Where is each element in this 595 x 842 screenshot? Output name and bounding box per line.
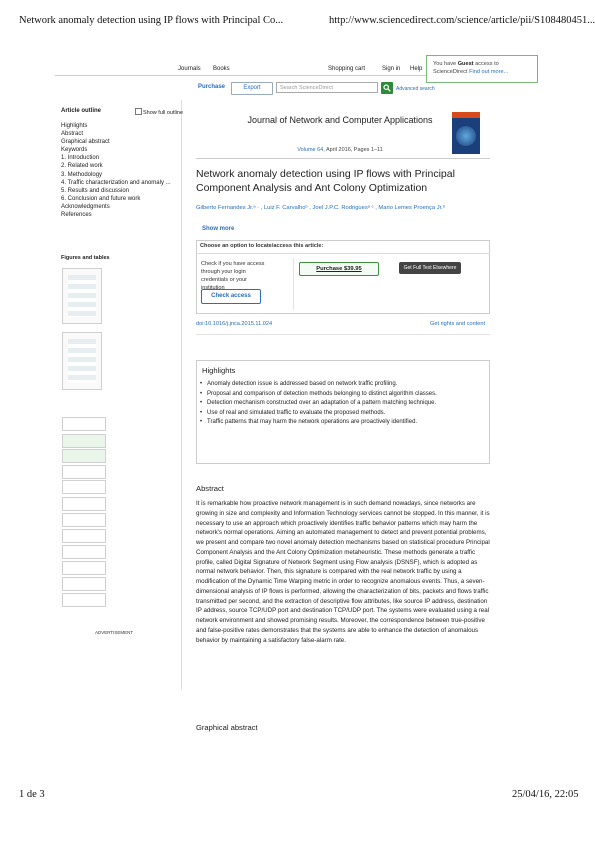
guest-suffix: access to <box>473 61 499 67</box>
print-page-url: http://www.sciencedirect.com/science/article/pii/S108480451... <box>329 15 595 26</box>
outline-item-related-work[interactable]: 2. Related work <box>61 163 103 170</box>
outline-item-introduction[interactable]: 1. Introduction <box>61 155 100 162</box>
highlight-item: • Use of real and simulated traffic to evaluate the proposed methods. <box>200 409 482 419</box>
outline-list <box>61 122 181 219</box>
advanced-search-link[interactable]: Advanced search <box>396 86 435 92</box>
print-page-title: Network anomaly detection using IP flows with Principal Co... <box>19 15 284 26</box>
outline-item-highlights[interactable]: Highlights <box>61 123 88 129</box>
highlight-item: • Detection mechanism constructed over an adaptation of a pattern matching technique. <box>200 399 482 409</box>
divider <box>196 334 490 335</box>
guest-label: Guest <box>457 61 474 67</box>
nav-shopping-cart[interactable]: Shopping cart <box>328 66 366 72</box>
search-button[interactable] <box>381 82 393 94</box>
abstract-text: It is remarkable how proactive network management is in such demand nowadays, since networks are growing in size and complexity and Information Technology services cannot be stopped. In this manner, it is necessary to use an approach which proactively identifies traffic behavior patterns which may harm the network's normal operations. Aiming an automated management to detect and prevent potential problems, we present and compare two novel anomaly detection mechanisms based on statistical procedure Principal Component Analysis and the Ant Colony Optimization metaheuristic. These methods generate a traffic profile, called Digital Signature of Network Segment using Flow analysis (DSNSF), which is adopted as normal network behavior. Then, this signature is compared with the real network traffic by using a modification of the Dynamic Time Warping metric in order to recognize anomalous events. Thus, a seven-dimensional analysis of IP flows is performed, allowing the characterization of bits, packets and flows traffic transmitted per second, and the extraction of descriptive flow attributes, like source IP address, destination IP address, source TCP/UDP port and destination TCP/UDP port. The systems were evaluated using a real network environment and showed promising results. Moreover, the correspondence between true-positive and false-positive rates demonstrates that the systems are able to enhance the detection of anomalous behavior by maintaining a satisfactory false-alarm rate. <box>196 500 490 644</box>
volume-pages: , April 2016, Pages 1–11 <box>323 147 383 153</box>
find-out-more-link[interactable]: Find out more... <box>469 69 509 75</box>
print-datetime: 25/04/16, 22:05 <box>512 789 579 800</box>
get-full-text-elsewhere-button[interactable]: Get Full Text Elsewhere <box>399 262 461 274</box>
guest-line2: ScienceDirect <box>433 69 468 75</box>
nav-journals[interactable]: Journals <box>178 66 201 72</box>
figure-thumbnail[interactable] <box>62 480 106 494</box>
figures-title: Figures and tables <box>61 255 110 261</box>
highlights-list <box>200 380 482 428</box>
figure-thumbnail[interactable] <box>62 417 106 431</box>
outline-item-references[interactable]: References <box>61 212 92 219</box>
show-full-outline-label: Show full outline <box>143 110 184 116</box>
abstract-title: Abstract <box>196 484 224 493</box>
doi-link[interactable]: doi:10.1016/j.jnca.2015.11.024 <box>196 321 273 327</box>
nav-help[interactable]: Help <box>410 66 423 72</box>
outline-title: Article outline <box>61 108 102 114</box>
print-page-number: 1 de 3 <box>19 789 45 800</box>
figure-thumbnail[interactable] <box>62 513 106 527</box>
article-title: Network anomaly detection using IP flows with Principal Component Analysis and Ant Colony Optimization <box>196 168 455 194</box>
highlight-item: • Anomaly detection issue is addressed based on network traffic profiling. <box>200 380 482 390</box>
guest-access-notice <box>426 55 538 83</box>
divider <box>293 258 294 310</box>
purchase-link[interactable]: Purchase <box>198 84 226 90</box>
figure-thumbnail[interactable] <box>62 577 106 591</box>
export-button[interactable]: Export <box>231 82 273 95</box>
advertisement-label: ADVERTISEMENT <box>95 630 134 635</box>
figure-thumbnail[interactable] <box>62 465 106 479</box>
nav-divider <box>55 75 427 76</box>
figure-thumbnail[interactable] <box>62 545 106 559</box>
divider <box>196 253 490 254</box>
outline-item-keywords[interactable]: Keywords <box>61 147 88 154</box>
check-access-button[interactable]: Check access <box>201 289 261 304</box>
graphical-abstract-title: Graphical abstract <box>196 723 258 732</box>
highlights-title: Highlights <box>202 366 236 375</box>
outline-item-results[interactable]: 5. Results and discussion <box>61 187 130 194</box>
show-more-link[interactable]: Show more <box>202 226 235 232</box>
divider <box>196 158 490 159</box>
outline-item-methodology[interactable]: 3. Methodology <box>61 171 103 178</box>
nav-sign-in[interactable]: Sign in <box>382 66 401 72</box>
volume-link[interactable]: Volume 64 <box>297 147 324 153</box>
show-full-outline-toggle[interactable] <box>135 108 183 116</box>
figure-thumbnail[interactable] <box>62 497 106 511</box>
outline-item-graphical-abstract[interactable]: Graphical abstract <box>61 139 110 146</box>
figure-thumbnail[interactable] <box>62 449 106 463</box>
figure-thumbnail[interactable] <box>62 268 102 324</box>
journal-name[interactable]: Journal of Network and Computer Applications <box>247 115 433 125</box>
access-description: Check if you have access through your login credentials or your institution <box>201 261 265 291</box>
highlight-item: • Proposal and comparison of detection methods belonging to distinct algorithm classes. <box>200 390 482 400</box>
author-list[interactable]: Gilberto Fernandes Jr.ᵃ · , Luiz F. Carvalhoᵇ , Joel J.P.C. Rodriguesᵃ ᶜ , Mario Lemes Proença Jr.ᵇ <box>196 205 446 211</box>
outline-item-acknowledgments[interactable]: Acknowledgments <box>61 203 110 210</box>
figure-thumbnail[interactable] <box>62 593 106 607</box>
nav-books[interactable]: Books <box>213 66 230 72</box>
access-heading: Choose an option to locate/access this article: <box>200 243 324 249</box>
figure-thumbnail[interactable] <box>62 529 106 543</box>
search-input[interactable]: Search ScienceDirect <box>276 82 378 93</box>
figure-thumbnail[interactable] <box>62 561 106 575</box>
volume-info <box>270 147 410 153</box>
figure-thumbnail[interactable] <box>62 434 106 448</box>
outline-item-conclusion[interactable]: 6. Conclusion and future work <box>61 195 141 202</box>
figure-thumbnail[interactable] <box>62 332 102 390</box>
highlight-item: • Traffic patterns that may harm the network operations are proactively identified. <box>200 418 482 428</box>
search-icon <box>383 84 391 92</box>
get-rights-link[interactable]: Get rights and content <box>430 321 486 327</box>
outline-item-abstract[interactable]: Abstract <box>61 131 84 138</box>
checkbox-icon[interactable] <box>135 108 142 115</box>
journal-cover-image[interactable] <box>452 112 480 154</box>
guest-prefix: You have <box>433 61 458 67</box>
outline-item-traffic-characterization[interactable]: 4. Traffic characterization and anomaly ... <box>61 179 171 186</box>
purchase-button[interactable]: Purchase $39.95 <box>299 262 379 276</box>
